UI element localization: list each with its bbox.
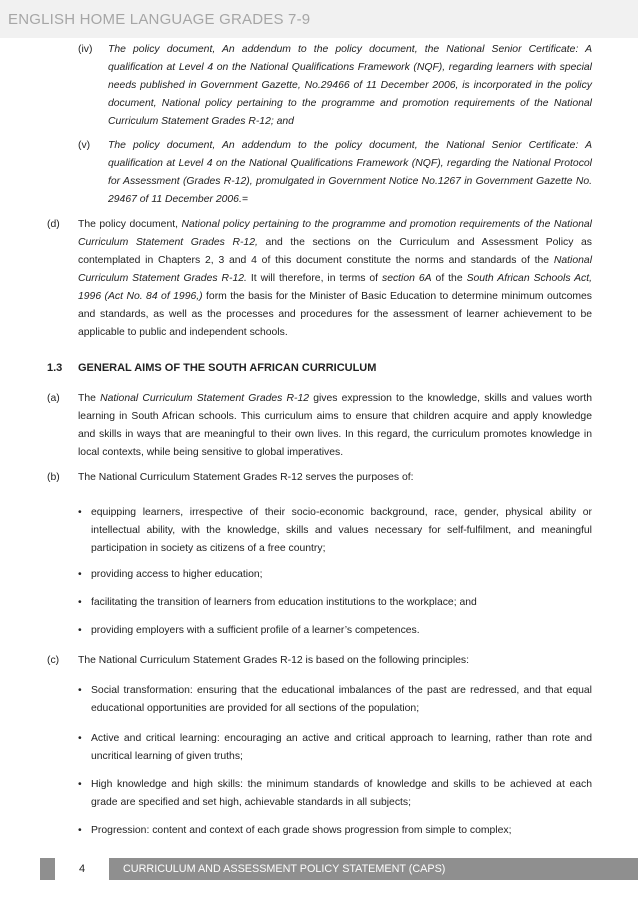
- aim-b-bullet-3: facilitating the transition of learners from education institutions to the workplace; and: [91, 597, 477, 608]
- item-d-text-1: The policy document,: [78, 219, 182, 230]
- item-text-d: [78, 216, 592, 342]
- aim-label-c: (c): [47, 655, 60, 666]
- bullet-icon: •: [78, 685, 82, 696]
- bullet-icon: •: [78, 507, 82, 518]
- bullet-icon: •: [78, 569, 82, 580]
- aim-b-bullet-4: providing employers with a sufficient profile of a learner’s competences.: [91, 625, 420, 636]
- aim-a-text-2: gives expression to the knowledge, skills and values worth learning in South African schools. This curriculum aims to ensure that children acquire and apply knowledge and skills in ways that are meaningful to their own lives. In this regard, the curriculum promotes knowledge in local contexts, while being sensitive to global imperatives.: [78, 393, 592, 458]
- aim-c-bullet-2: Active and critical learning: encouraging an active and critical approach to learning, rather than rote and uncritical learning of given truths;: [91, 733, 592, 762]
- item-d-italic-2: National Curriculum Statement Grades R-12.: [78, 255, 592, 284]
- aim-a-italic-1: National Curriculum Statement Grades R-12: [100, 393, 310, 404]
- item-d-italic-3: section 6A: [382, 273, 432, 284]
- aim-b-bullet-2: providing access to higher education;: [91, 569, 263, 580]
- aim-text-c: The National Curriculum Statement Grades R-12 is based on the following principles:: [78, 655, 469, 666]
- bullet-icon: •: [78, 597, 82, 608]
- section-title: GENERAL AIMS OF THE SOUTH AFRICAN CURRICULUM: [78, 362, 377, 374]
- aim-text-b: The National Curriculum Statement Grades R-12 serves the purposes of:: [78, 472, 414, 483]
- aim-c-bullet-1: Social transformation: ensuring that the educational imbalances of the past are redressed, and that equal educational opportunities are provided for all sections of the population;: [91, 685, 592, 714]
- item-d-text-5: form the basis for the Minister of Basic Education to determine minimum outcomes and standards, as well as the processes and procedures for the assessment of learner achievement to be applicable to public and independent schools.: [78, 291, 592, 338]
- bullet-icon: •: [78, 733, 82, 744]
- item-text-v: The policy document, An addendum to the policy document, the National Senior Certificate: A qualification at Level 4 on the National Qualifications Framework (NQF), regarding the National Protocol for Assessment (Grades R-12), promulgated in Government Notice No.1267 in Government Gazette No. 29467 of 11 December 2006.=: [108, 140, 592, 205]
- aim-c-bullet-4: Progression: content and context of each grade shows progression from simple to complex;: [91, 825, 512, 836]
- aim-b-bullet-1: equipping learners, irrespective of their socio-economic background, race, gender, physical ability or intellectual ability, with the knowledge, skills and values necessary for self-fulfilment, and meaningful participation in society as citizens of a free country;: [91, 507, 592, 554]
- item-d-text-3: It will therefore, in terms of: [246, 273, 382, 284]
- aim-c-bullet-3: High knowledge and high skills: the minimum standards of knowledge and skills to be achieved at each grade are specified and set high, achievable standards in all subjects;: [91, 779, 592, 808]
- section-number: 1.3: [47, 362, 63, 374]
- item-label-v: (v): [78, 140, 91, 151]
- page-header-title: ENGLISH HOME LANGUAGE GRADES 7-9: [8, 11, 311, 28]
- aim-label-a: (a): [47, 393, 60, 404]
- item-text-iv: The policy document, An addendum to the policy document, the National Senior Certificate: A qualification at Level 4 on the National Qualifications Framework (NQF), regarding learners with special needs published in Government Gazette, No.29466 of 11 December 2006, is incorporated in the policy document, National policy pertaining to the programme and promotion requirements of the National Curriculum Statement Grades R-12; and: [108, 44, 592, 127]
- bullet-icon: •: [78, 825, 82, 836]
- item-d-text-4: of the: [431, 273, 467, 284]
- aim-label-b: (b): [47, 472, 60, 483]
- bullet-icon: •: [78, 779, 82, 790]
- footer-title: CURRICULUM AND ASSESSMENT POLICY STATEMENT (CAPS): [123, 863, 446, 875]
- aim-a-text-1: The: [78, 393, 101, 404]
- bullet-icon: •: [78, 625, 82, 636]
- item-label-iv: (iv): [78, 44, 93, 55]
- item-label-d: (d): [47, 219, 60, 230]
- item-d-italic-4: South African Schools Act, 1996 (Act No. 84 of 1996,): [78, 273, 592, 302]
- page-number: 4: [78, 863, 86, 875]
- page-number-box: [55, 858, 109, 880]
- aim-text-a: [78, 390, 592, 462]
- item-d-text-2: and the sections on the Curriculum and Assessment Policy as contemplated in Chapters 2, 3 and 4 of this document constitute the norms and standards of the: [78, 237, 593, 266]
- item-d-italic-1: National policy pertaining to the programme and promotion requirements of the National Curriculum Statement Grades R-12,: [78, 219, 592, 248]
